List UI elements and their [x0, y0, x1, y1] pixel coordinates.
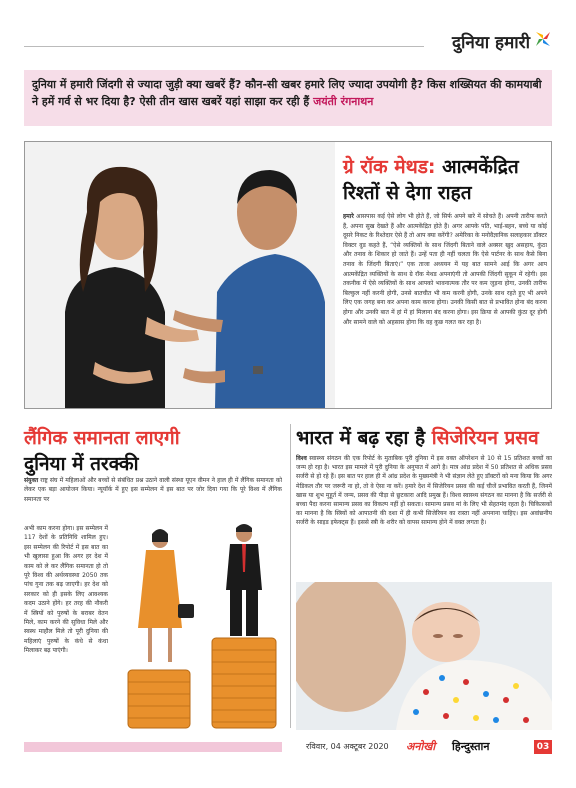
- header-rule: [24, 46, 424, 47]
- section-title: दुनिया हमारी: [452, 33, 530, 53]
- cesarean-headline: [296, 424, 539, 450]
- gender-body-text2: अभी काम करना होगा। इस सम्मेलन में 117 देशों के प्रतिनिधि शामिल हुए। इस सम्मेलन की रिपोर्ट में इस बात का भी खुलासा हुआ कि अगर हर देश में काम को ले कर लैंगिक समानता हो तो पूरे विश्व की अर्थव्यवस्था 2050 तक पांच गुना तक बढ़ जाएगी। हर देश को सरकार को ही इसके लिए आवश्यक कदम उठाने होंगे। हर तरह की नौकरी में स्त्रियों को पुरुषों के बराबर वेतन मिले, काम करने की सुविधा मिले और स्वस्थ माहौल मिले तो पूरी दुनिया की महिलाएं पुरुषों के कंधे से कंधा मिलाकर बढ़ पाएंगी।: [24, 525, 108, 655]
- gender-body-text1: राष्ट्र संघ में महिलाओं और बच्चों से संबंधित प्रश्न उठाने वाली संस्था यूएन वीमन ने हाल ही में लैंगिक समानता को लेकर एक बड़ा आयोजन किया। न्यूयॉर्क में हुए इस सम्मेलन में इस बात पर जोर दिया गया कि पूरे विश्व में लैंगिक समानता पर: [24, 477, 282, 503]
- gender-equality-article: [24, 420, 286, 730]
- grey-rock-headline: [343, 154, 547, 206]
- cesarean-article: [296, 420, 552, 730]
- cesarean-headline-highlight: सिजेरियन प्रसव: [431, 427, 539, 449]
- footer-brand-hindustan: हिन्दुस्तान: [452, 740, 490, 753]
- gender-headline-line1: लैंगिक समानता लाएगी: [24, 427, 180, 449]
- brand-logo-icon: [534, 30, 552, 48]
- page-footer: [24, 740, 552, 756]
- footer-date: रविवार, 04 अक्टूबर 2020: [306, 742, 389, 751]
- cesarean-body-lead: विश्व: [296, 455, 307, 462]
- cesarean-body-text: स्वास्थ्य संगठन की एक रिपोर्ट के मुताबिक पूरी दुनिया में इस वक्त ऑपरेशन से 10 से 15 प्रतिशत बच्चों का जन्म हो रहा है। भारत इस मामले में पूरी दुनिया के अनुपात में आगे है। मात्र आंध्र प्रदेश में 50 प्रतिशत से अधिक प्रसव सर्जरी से हो रहे हैं। इस बात पर हाल ही में आंध्र प्रदेश के मुख्यमंत्री ने भी संज्ञान लेते हुए डॉक्टरों को मना किया कि अगर मेडिकल तौर पर जरूरी ना हो, तो वे ऐसा ना करें। हमारे देश में सिजेरियन प्रसव की कई चीजें प्रभावित करती हैं, जिनमें खास या शुभ मुहूर्त में जन्म, प्रसव की पीड़ा से छुटकारा आदि प्रमुख हैं। विश्व स्वास्थ्य संगठन का मानना है कि सर्जरी से बच्चा पैदा करना सामान्य प्रसव का विकल्प नहीं हो सकता। सामान्य प्रसव मां के लिए भी सेहतमंद रहता है। चिकित्सकों का मानना है कि स्त्रियों को आपातनी की दशा में ही कभी सिजेरियन का रास्ता नहीं अपनाना चाहिए। इस अवांछनीय सर्जरी के साइड इफेक्ट्स हैं। इससे स्त्री के शरीर को वापस सामान्य होने में वक्त लगता है।: [296, 455, 552, 527]
- coin-stacks-illustration: [116, 520, 282, 730]
- grey-rock-headline-part1: आत्मकेंद्रित: [442, 156, 519, 178]
- cesarean-body: [296, 454, 552, 578]
- author-name: जयंती रंगनाथन: [313, 95, 374, 108]
- footer-bar: [24, 742, 282, 752]
- grey-rock-body-text: आसपास कई ऐसे लोग भी होते हैं, जो सिर्फ अपने बारे में सोचते हैं। अपनी तारीफ करते हैं, अपना सुख देखते हैं और आत्मकेंद्रित होते हैं। अगर आपके पति, भाई-बहन, बच्चे या कोई दूसरे निकट के रिश्तेदार ऐसे हैं तो आप क्या करेंगी? अमेरिका के मनोवैज्ञानिक सलाहकार डॉक्टर विक्टर वुड कहते हैं, “ऐसे व्यक्तियों के साथ जिंदगी बिताने वाले अक्सर खुद असहाय, कुंठा और तनाव के शिकार हो जाते हैं। उन्हें पता ही नहीं चलता कि ऐसे पार्टनर के साथ कैसे बिना तनाव के जिंदगी बिताएं।” एक ताजा अध्ययन में यह बात सामने आई कि अगर आप आत्मकेंद्रित व्यक्तियों के साथ ग्रे रॉक मेथड अपनाएंगी तो आपकी जिंदगी सुकून में रहेगी। इस तकनीक में ऐसे व्यक्तियों के साथ आपको भावनात्मक तौर पर कम जुड़ना होगा, उनकी तारीफ बिल्कुल नहीं करनी होगी, उनसे बातचीत भी कम करनी होगी, उनके साथ रहते हुए भी अपने लिए एक जगह बना कर अपना काम करना होगा। उनकी किसी बात से प्रभावित होना बंद करना होगा और उनकी बात में हां में हां मिलाना बंद करना होगा। इस क्रिया से आपकी कुंठा दूर होगी और सामने वाले को अहसास होगा कि वह कुछ गलत कर रहा है।: [343, 213, 547, 326]
- gender-headline-line2: दुनिया में तरक्की: [24, 453, 139, 475]
- intro-text: दुनिया में हमारी जिंदगी से ज्यादा जुड़ी क्या खबरें हैं? कौन-सी खबर हमारे लिए ज्यादा उपयोगी है? किस शख्सियत की कामयाबी ने हमें गर्व से भर दिया है? ऐसी तीन खास खबरें यहां साझा कर रही हैं: [32, 78, 542, 108]
- gender-body-intro: [24, 476, 282, 524]
- grey-rock-headline-highlight: ग्रे रॉक मेथड:: [343, 156, 436, 178]
- grey-rock-body-lead: हमारे: [343, 213, 354, 220]
- grey-rock-body: [343, 212, 547, 404]
- cesarean-headline-part: भारत में बढ़ रहा है: [296, 427, 426, 449]
- page-number: 03: [534, 740, 552, 754]
- grey-rock-article: [24, 141, 552, 409]
- arguing-couple-photo: [25, 142, 335, 408]
- intro-panel: [24, 70, 552, 126]
- footer-brand-anokhi: अनोखी: [406, 740, 436, 753]
- newborn-baby-photo: [296, 582, 552, 730]
- gender-body-lead: संयुक्त: [24, 477, 39, 484]
- grey-rock-headline-part2: रिश्तों से देगा राहत: [343, 182, 472, 204]
- page-header: [24, 18, 552, 58]
- column-divider: [290, 424, 291, 728]
